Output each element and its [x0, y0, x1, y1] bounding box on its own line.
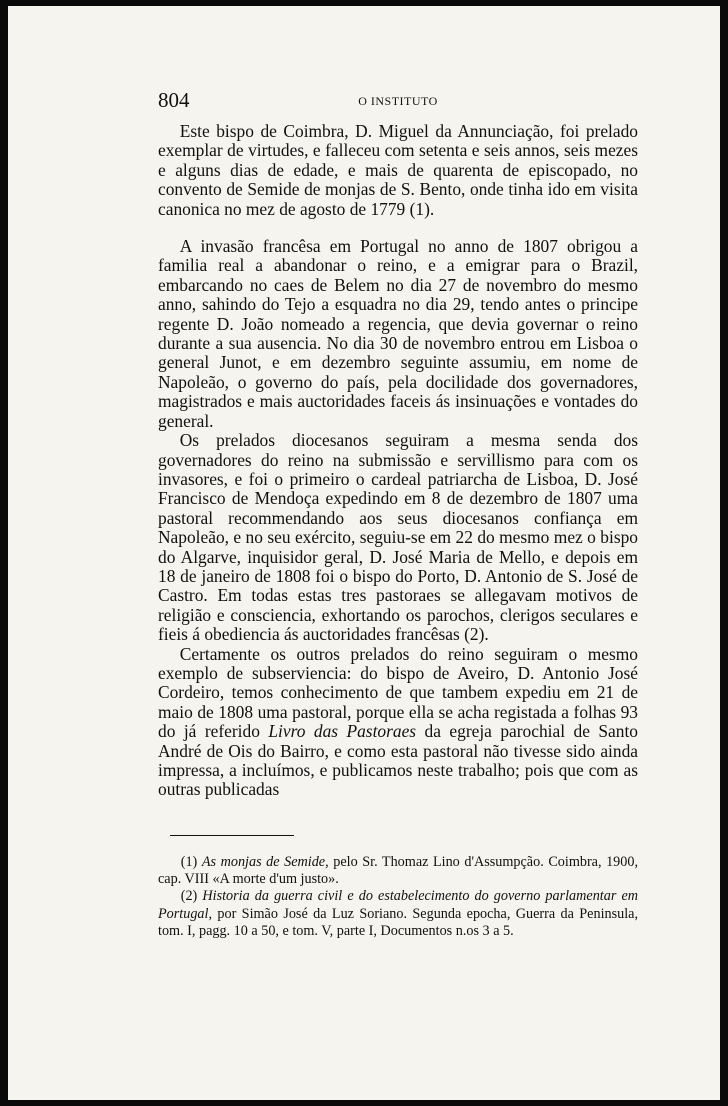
running-title: O INSTITUTO — [358, 94, 438, 108]
footnote-mark: (2) — [180, 888, 198, 905]
main-text — [158, 122, 638, 800]
paragraph — [158, 645, 638, 800]
page-number: 804 — [158, 88, 190, 112]
footnote-text: por Simão José da Luz Soriano. Segunda epocha, Guerra da Peninsula, tom. I, pagg. 10 a 50, e tom. V, parte I, Documentos n.os 3 a 5. — [158, 905, 639, 939]
book-page — [8, 6, 720, 1100]
paragraph-text: Certamente os outros prelados do reino seguiram o mesmo exemplo de subserviencia: do bispo de Aveiro, D. Antonio José Cordeiro, temos conhecimento de que tambem expediu em 21 de maio de 1808 uma pastoral, porque ella se acha registada a folhas 93 do já referido — [158, 643, 638, 742]
paragraph: A invasão francêsa em Portugal no anno de 1807 obrigou a familia real a abandonar o reino, e a emigrar para o Brazil, embarcando no caes de Belem no dia 27 de novembro do mesmo anno, sahindo do Tejo a esquadra no dia 29, tendo antes o principe regente D. João nomeado a regencia, que devia governar o reino durante a sua ausencia. No dia 30 de novembro entrou em Lisboa o general Junot, e em dezembro seguinte assumiu, em nome de Napoleão, o governo do país, pela docilidade dos governadores, magistrados e mais auctoridades faceis ás insinuações e vontades do general. — [158, 236, 638, 431]
footnote-divider — [170, 835, 294, 836]
footnote-text: pelo Sr. Thomaz Lino d'Assumpção. Coimbra, 1900, cap. VIII «A morte d'um justo». — [158, 854, 639, 888]
book-title: Livro das Pastoraes — [268, 721, 417, 742]
footnote — [158, 888, 638, 940]
footnote-title: As monjas de Semide, — [201, 854, 329, 870]
footnote-title: Historia da guerra civil e do estabelecimento do governo parlamentar em Portugal, — [158, 888, 638, 922]
page-header — [158, 88, 638, 114]
footnote-mark: (1) — [180, 854, 198, 870]
paragraph: Este bispo de Coimbra, D. Miguel da Annunciação, foi prelado exemplar de virtudes, e falleceu com setenta e seis annos, seis mezes e alguns dias de edade, e mais de quarenta de episcopado, no convento de Semide de monjas de S. Bento, onde tinha ido em visita canonica no mez de agosto de 1779 (1). — [158, 121, 638, 219]
paragraph: Os prelados diocesanos seguiram a mesma senda dos governadores do reino na submissão e servillismo para com os invasores, e foi o primeiro o cardeal patriarcha de Lisboa, D. José Francisco de Mendoça expedindo em 8 de dezembro de 1807 uma pastoral recommendando aos seus diocesanos confiança em Napoleão, e no seu exército, seguiu-se em 22 do mesmo mez o bispo do Algarve, inquisidor geral, D. José Maria de Mello, e depois em 18 de janeiro de 1808 foi o bispo do Porto, D. Antonio de S. José de Castro. Em todas estas tres pastoraes se allegavam motivos de religião e consciencia, exhortando os parochos, clerigos seculares e fieis á obediencia ás auctoridades francêsas (2). — [158, 430, 638, 645]
footnote — [158, 854, 638, 888]
footnotes — [158, 854, 638, 940]
paragraph-text: da egreja parochial de Santo André de Ois do Bairro, e como esta pastoral não tivesse sido ainda impressa, a incluímos, e publicamos neste trabalho; pois que com as outras publicadas — [158, 721, 638, 800]
